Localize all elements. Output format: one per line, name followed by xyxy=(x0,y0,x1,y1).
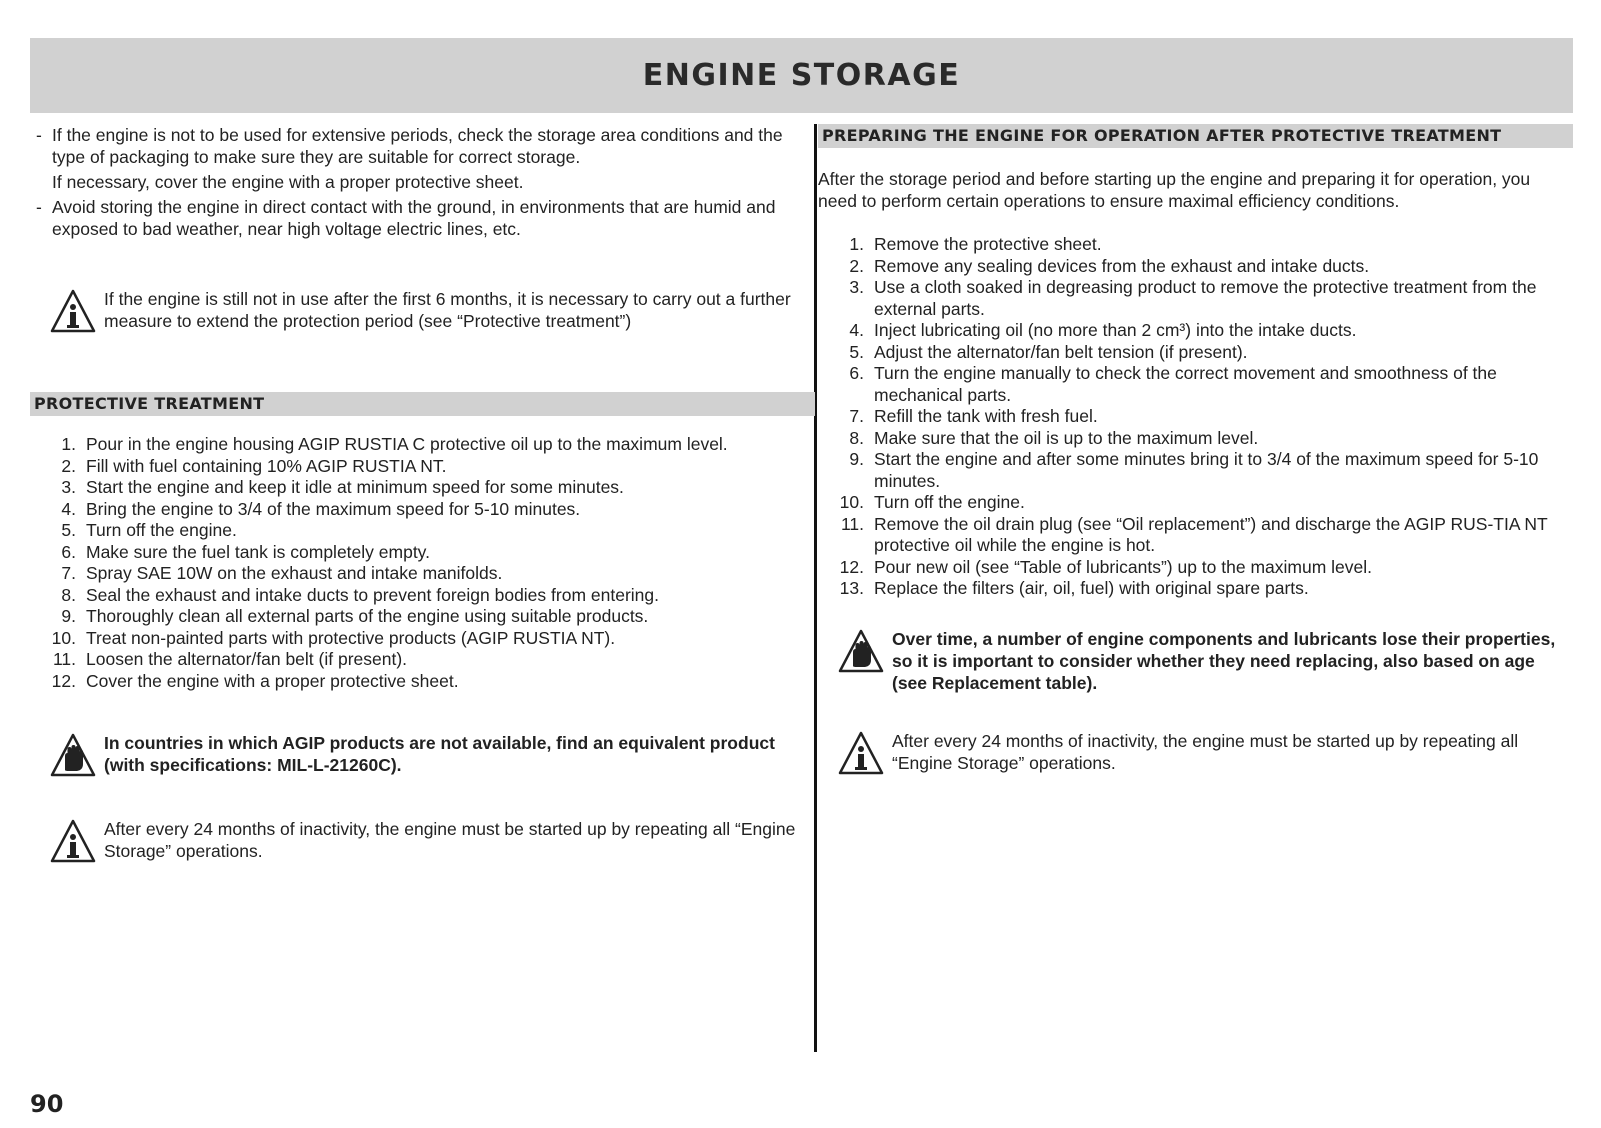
info-warning-icon xyxy=(50,818,96,864)
step-item xyxy=(818,406,1573,428)
info-note xyxy=(30,818,815,864)
step-number: 4. xyxy=(849,320,864,340)
step-text: Treat non-painted parts with protective products (AGIP RUSTIA NT). xyxy=(86,627,616,648)
step-number: 12. xyxy=(839,556,864,577)
title-bar xyxy=(30,38,1573,113)
step-text: Replace the filters (air, oil, fuel) with original spare parts. xyxy=(874,578,1309,598)
info-warning-icon xyxy=(50,288,96,334)
step-number: 10. xyxy=(51,627,76,648)
page-title: ENGINE STORAGE xyxy=(642,58,961,93)
step-text: Fill with fuel containing 10% AGIP RUSTIA NT. xyxy=(86,455,447,476)
step-number: 2. xyxy=(849,255,864,276)
step-number: 5. xyxy=(849,341,864,362)
step-number: 3. xyxy=(849,277,864,297)
step-item xyxy=(30,542,815,564)
step-item xyxy=(818,256,1573,278)
step-text: Pour new oil (see “Table of lubricants”) up to the maximum level. xyxy=(874,556,1372,577)
step-item xyxy=(818,428,1573,450)
step-number: 1. xyxy=(61,434,76,454)
step-item xyxy=(818,449,1573,492)
warning-text: Over time, a number of engine components and lubricants lose their properties, so it is important to consider whether they need replacing, also based on age (see Replacement table). xyxy=(892,628,1556,693)
bullet-text: Avoid storing the engine in direct contact with the ground, in environments that are humid and exposed to bad weather, near high voltage electric lines, etc. xyxy=(52,197,776,239)
step-item xyxy=(30,434,815,456)
step-text: Start the engine and after some minutes bring it to 3/4 of the maximum speed for 5-10 minutes. xyxy=(874,449,1539,491)
step-item xyxy=(818,320,1573,342)
storage-bullets xyxy=(30,124,815,240)
step-item xyxy=(30,649,815,671)
preparing-heading: PREPARING THE ENGINE FOR OPERATION AFTER PROTECTIVE TREATMENT xyxy=(818,124,1573,148)
step-text: Remove any sealing devices from the exhaust and intake ducts. xyxy=(874,255,1370,276)
step-text: Remove the oil drain plug (see “Oil replacement”) and discharge the AGIP RUS-TIA NT protective oil while the engine is hot. xyxy=(874,513,1548,555)
step-number: 2. xyxy=(61,455,76,476)
warning-text: In countries in which AGIP products are not available, find an equivalent product (with specifications: MIL-L-21260C). xyxy=(104,733,775,775)
step-item xyxy=(30,499,815,521)
step-number: 5. xyxy=(61,520,76,540)
step-item xyxy=(818,363,1573,406)
bullet-text-2: If necessary, cover the engine with a proper protective sheet. xyxy=(52,172,524,192)
warning-note xyxy=(818,628,1573,694)
step-item xyxy=(30,520,815,542)
note-text: After every 24 months of inactivity, the engine must be started up by repeating all “Engine Storage” operations. xyxy=(104,819,796,861)
step-item xyxy=(30,628,815,650)
right-column xyxy=(818,124,1573,776)
step-number: 9. xyxy=(849,449,864,469)
step-text: Turn off the engine. xyxy=(874,492,1025,512)
step-number: 3. xyxy=(61,477,76,497)
step-number: 1. xyxy=(849,234,864,254)
step-text: Inject lubricating oil (no more than 2 cm³) into the intake ducts. xyxy=(874,320,1357,340)
left-column xyxy=(30,124,815,864)
step-item xyxy=(818,514,1573,557)
step-text: Refill the tank with fresh fuel. xyxy=(874,406,1098,426)
step-number: 7. xyxy=(61,563,76,583)
step-item xyxy=(30,477,815,499)
step-text: Adjust the alternator/fan belt tension (if present). xyxy=(874,341,1248,362)
step-text: Loosen the alternator/fan belt (if present). xyxy=(86,649,408,669)
info-warning-icon xyxy=(838,730,884,776)
step-text: Pour in the engine housing AGIP RUSTIA C protective oil up to the maximum level. xyxy=(86,434,728,454)
step-number: 12. xyxy=(51,670,76,691)
step-number: 9. xyxy=(61,606,76,626)
step-item xyxy=(30,456,815,478)
step-number: 7. xyxy=(849,406,864,426)
step-text: Turn the engine manually to check the correct movement and smoothness of the mechanical parts. xyxy=(874,363,1497,405)
bullet-item xyxy=(36,124,815,193)
bullet-item xyxy=(36,196,815,240)
step-item xyxy=(818,492,1573,514)
step-item xyxy=(30,585,815,607)
step-text: Make sure the fuel tank is completely empty. xyxy=(86,541,430,562)
hand-stop-warning-icon xyxy=(838,628,884,674)
step-text: Cover the engine with a proper protective sheet. xyxy=(86,670,459,691)
step-text: Bring the engine to 3/4 of the maximum speed for 5-10 minutes. xyxy=(86,498,581,519)
note-text: If the engine is still not in use after the first 6 months, it is necessary to carry out a further measure to extend the protection period (see “Protective treatment”) xyxy=(104,289,791,331)
step-number: 4. xyxy=(61,498,76,519)
step-text: Spray SAE 10W on the exhaust and intake manifolds. xyxy=(86,563,503,583)
step-number: 6. xyxy=(61,541,76,562)
step-text: Remove the protective sheet. xyxy=(874,234,1102,254)
note-text: After every 24 months of inactivity, the engine must be started up by repeating all “Engine Storage” operations. xyxy=(892,730,1519,773)
info-note xyxy=(30,288,815,334)
preparing-steps xyxy=(818,234,1573,600)
warning-note xyxy=(30,732,815,778)
step-item xyxy=(818,557,1573,579)
step-number: 13. xyxy=(839,578,864,598)
step-item xyxy=(818,342,1573,364)
step-item xyxy=(30,563,815,585)
step-item xyxy=(818,234,1573,256)
protective-treatment-heading: PROTECTIVE TREATMENT xyxy=(30,392,815,416)
step-number: 10. xyxy=(839,492,864,512)
hand-stop-warning-icon xyxy=(50,732,96,778)
step-item xyxy=(818,578,1573,600)
step-number: 8. xyxy=(61,584,76,605)
step-number: 6. xyxy=(849,363,864,383)
step-item xyxy=(818,277,1573,320)
step-text: Turn off the engine. xyxy=(86,520,237,540)
bullet-text: If the engine is not to be used for extensive periods, check the storage area conditions and the type of packaging to make sure they are suitable for correct storage. xyxy=(52,125,783,167)
step-text: Make sure that the oil is up to the maximum level. xyxy=(874,427,1259,448)
step-item xyxy=(30,671,815,693)
info-note xyxy=(818,730,1573,776)
step-text: Seal the exhaust and intake ducts to prevent foreign bodies from entering. xyxy=(86,584,659,605)
step-item xyxy=(30,606,815,628)
step-text: Use a cloth soaked in degreasing product to remove the protective treatment from the external parts. xyxy=(874,277,1537,319)
step-number: 11. xyxy=(840,513,864,534)
step-number: 11. xyxy=(52,649,76,669)
protective-steps xyxy=(30,434,815,692)
step-number: 8. xyxy=(849,427,864,448)
intro-paragraph: After the storage period and before starting up the engine and preparing it for operation, you need to perform certain operations to ensure maximal efficiency conditions. xyxy=(818,169,1531,211)
step-text: Start the engine and keep it idle at minimum speed for some minutes. xyxy=(86,477,624,497)
page-number: 90 xyxy=(30,1090,64,1118)
step-text: Thoroughly clean all external parts of the engine using suitable products. xyxy=(86,606,649,626)
